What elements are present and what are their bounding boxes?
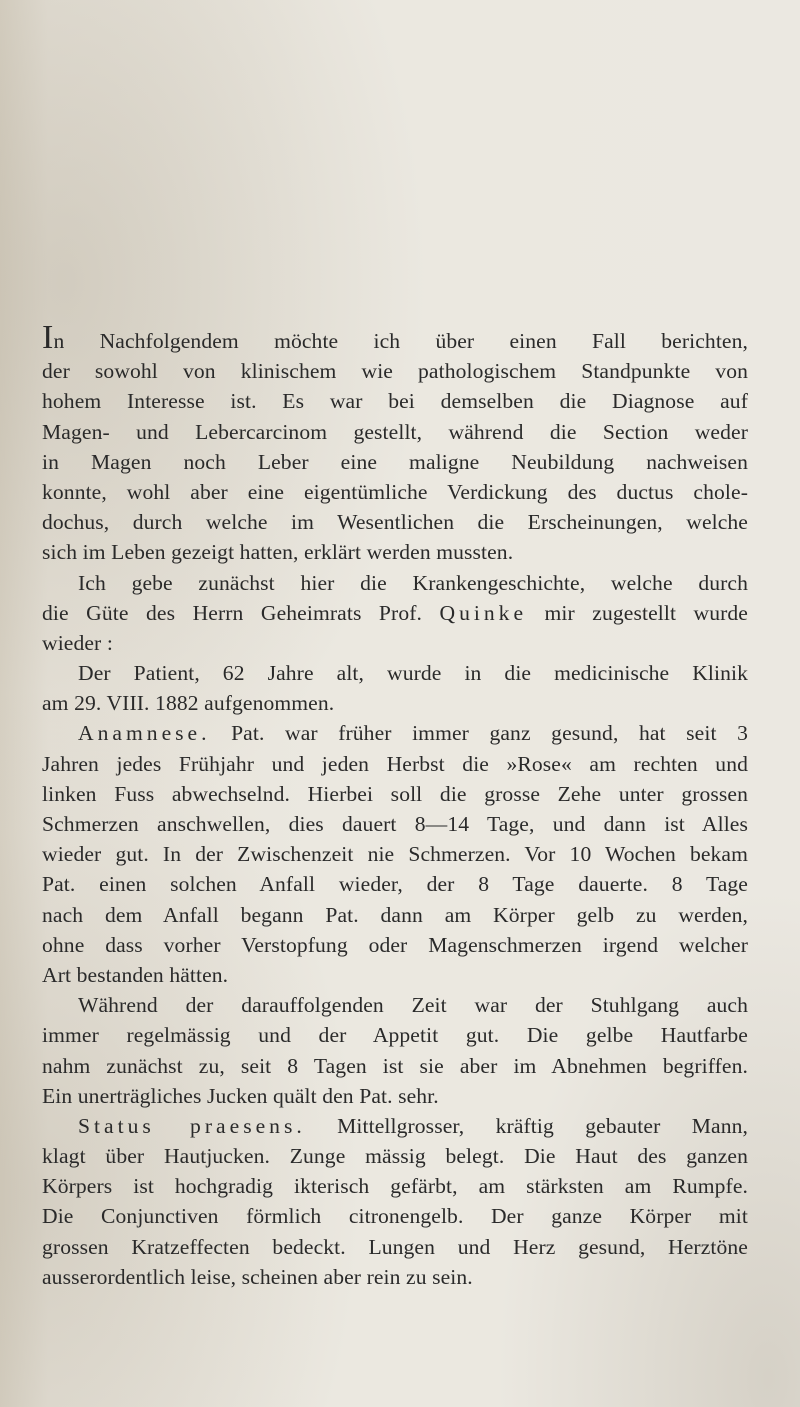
text-line: grossen Kratzeffecten bedeckt. Lungen und Herz gesund, Herztöne [42, 1234, 748, 1259]
text-line: Die Conjunctiven förmlich citronengelb. Der ganze Körper mit [42, 1204, 748, 1229]
spaced-name: Quinke [439, 600, 528, 625]
text-line: Schmerzen anschwellen, dies dauert 8—14 Tage, und dann ist Alles [42, 812, 748, 836]
text-line: linken Fuss abwechselnd. Hierbei soll die grosse Zehe unter grossen [42, 781, 748, 806]
text-line: am 29. VIII. 1882 aufgenommen. [42, 691, 335, 716]
text-line: nahm zunächst zu, seit 8 Tagen ist sie aber im Abnehmen begriffen. [42, 1053, 748, 1078]
text-line: Ich gebe zunächst hier die Krankengeschichte, welche durch [78, 570, 748, 595]
text-line: nach dem Anfall begann Pat. dann am Körper gelb zu werden, [42, 902, 748, 927]
text-line: konnte, wohl aber eine eigentümliche Verdickung des ductus chole- [42, 479, 748, 504]
text-line: Während der darauffolgenden Zeit war der Stuhlgang auch [78, 993, 748, 1018]
section-heading: Anamnese. [78, 721, 211, 746]
initial-letter: I [42, 319, 54, 356]
text-line: Jahren jedes Frühjahr und jeden Herbst die »Rose« am rechten und [42, 751, 748, 776]
text-line: Magen- und Lebercarcinom gestellt, während die Section weder [42, 419, 748, 444]
text-line: sich im Leben gezeigt hatten, erklärt werden mussten. [42, 540, 514, 565]
text-line: Pat. einen solchen Anfall wieder, der 8 Tage dauerte. 8 Tage [42, 872, 748, 897]
text-line: klagt über Hautjucken. Zunge mässig belegt. Die Haut des ganzen [42, 1144, 748, 1169]
text-line: Ein unerträgliches Jucken quält den Pat. sehr. [42, 1083, 439, 1108]
section-heading: Status praesens. [78, 1113, 306, 1138]
text-line: Status praesens. Mittellgrosser, kräftig gebauter Mann, [78, 1113, 748, 1138]
text-line: dochus, durch welche im Wesentlichen die Erscheinungen, welche [42, 510, 748, 535]
text-line: wieder gut. In der Zwischenzeit nie Schmerzen. Vor 10 Wochen bekam [42, 842, 748, 867]
text-line: die Güte des Herrn Geheimrats Prof. Quinke mir zugestellt wurde [42, 600, 748, 625]
text-line: ohne dass vorher Verstopfung oder Magenschmerzen irgend welcher [42, 932, 748, 957]
text-line: in Magen noch Leber eine maligne Neubildung nachweisen [42, 449, 748, 474]
text-line: In Nachfolgendem möchte ich über einen Fall berichten, [42, 319, 748, 356]
body-text [42, 319, 748, 1292]
text-line: Art bestanden hätten. [42, 962, 229, 987]
text-line: wieder : [42, 630, 113, 655]
text-line: Anamnese. Pat. war früher immer ganz gesund, hat seit 3 [78, 721, 748, 746]
text-line: ausserordentlich leise, scheinen aber rein zu sein. [42, 1264, 473, 1289]
text-line: Der Patient, 62 Jahre alt, wurde in die medicinische Klinik [78, 661, 748, 686]
text-line: der sowohl von klinischem wie pathologischem Standpunkte von [42, 359, 748, 384]
text-line: Körpers ist hochgradig ikterisch gefärbt, am stärksten am Rumpfe. [42, 1174, 748, 1199]
text-line: hohem Interesse ist. Es war bei demselben die Diagnose auf [42, 389, 748, 414]
text-line: immer regelmässig und der Appetit gut. Die gelbe Hautfarbe [42, 1023, 748, 1048]
